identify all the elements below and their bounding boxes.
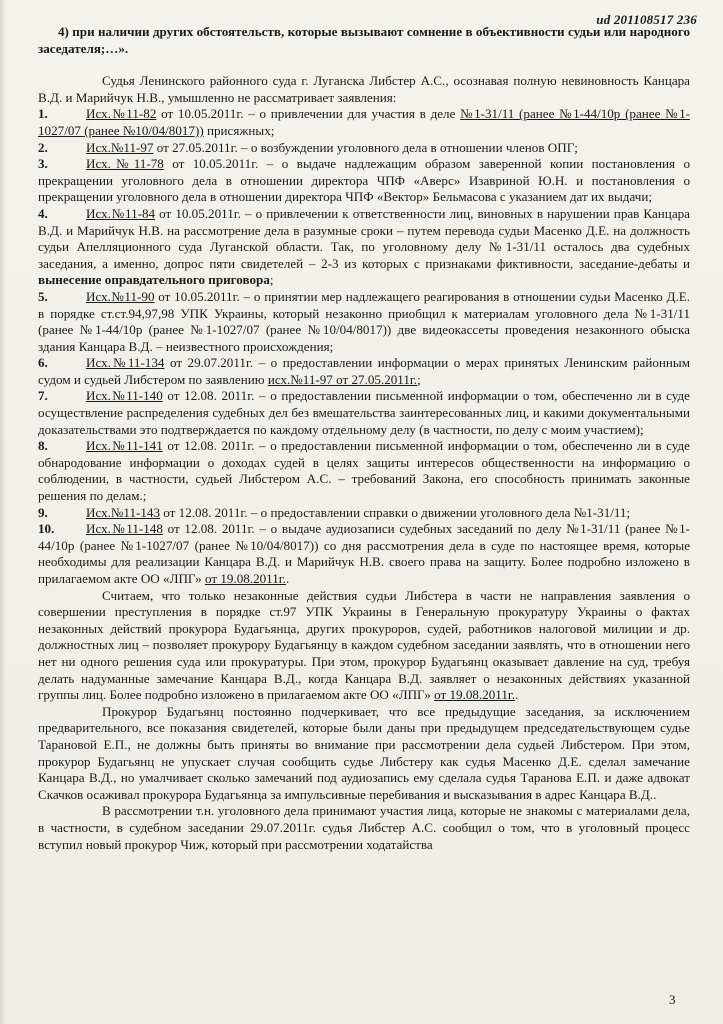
statement-number: 9.	[38, 504, 48, 520]
statement-number: 6.	[38, 355, 48, 371]
paragraph-consider: Считаем, что только незаконные действия судьи Либстера в части не направления заявления о совершении преступления в порядке ст.97 УПК Украины в Генеральную прокуратуру Украины о фактах незаконных действий прокурора Будагьянца, других прокуроров, судей, работников налоговой милиции и др. должностных лиц – позволяет прокурору Будагьянцу в каждом судебном заседании заявлять, что в отношении него нет ни одного решения суда или прокуратуры. При этом, прокурор Будагьянц оказывает давление на суд, требуя делать надуманные замечание Канцара В.Д., когда Канцара В.Д. заявляет о незаконных действиях указанной группы лиц. Более подробно изложено в прилагаемом акте ОО «ЛПГ» от 19.08.2011г..	[38, 587, 690, 703]
statement-item	[38, 388, 690, 438]
statement-ref: Исх.№11-82	[86, 106, 157, 122]
statement-text: от 12.08. 2011г. – о предоставлении письменной информации о том, обеспеченно ли в суде обнародование информации о доходах судей в целях защиты интересов общественности на информацию о соблюдении, в частности, судьей Либстером А.С. – требований Закона, его способность принимать законные решения по делам.;	[38, 438, 690, 504]
statement-ref: Исх.№11-78	[86, 156, 164, 172]
statement-ref: Исх.№11-84	[86, 205, 156, 221]
statement-item	[38, 505, 690, 522]
statement-text-end: ;	[417, 371, 421, 387]
statement-number: 2.	[38, 139, 48, 155]
statement-text-end: присяжных;	[203, 122, 275, 138]
statement-number: 4.	[38, 205, 48, 221]
statement-text: от 10.05.2011г. – о выдаче надлежащим образом заверенной копии постановления о прекращении уголовного дела в отношении директора ЧПФ «Аверс» Изавриной Ю.Н. и постановления о прекращении уголовного дела в отношении директора ЧПФ «Вектор» Бельмасова с указанием дат их выдачи;	[38, 156, 690, 205]
statement-ref: Исх.№11-97	[86, 139, 154, 155]
statement-ref: Исх.№11-134	[86, 355, 165, 371]
statement-ref: Исх.№11-148	[86, 521, 163, 537]
statement-item	[38, 289, 690, 355]
statement-text: от 12.08. 2011г. – о предоставлении справки о движении уголовного дела №1-31/11;	[160, 504, 631, 520]
intro-paragraph: 4) при наличии других обстоятельств, которые вызывают сомнение в объективности судьи или народного заседателя;…».	[38, 24, 690, 56]
statement-item	[38, 355, 690, 388]
statement-number: 8.	[38, 438, 48, 454]
statement-item	[38, 106, 690, 139]
statement-ref: Исх.№11-140	[86, 388, 163, 404]
statement-text-end: .	[285, 571, 290, 586]
statement-ref: Исх.№11-143	[86, 504, 161, 520]
paragraph-judge: Судья Ленинского районного суда г. Луганска Либстер А.С., осознавая полную невиновность Канцара В.Д. и Марийчук Н.В., умышленно не рассматривает заявления:	[38, 73, 690, 105]
statement-number: 3.	[38, 156, 48, 172]
statement-ref: Исх.№11-141	[86, 438, 163, 454]
statement-number: 10.	[38, 521, 55, 537]
statement-text: от 10.05.2011г. – о принятии мер надлежащего реагирования в отношении судьи Масенко Д.Е. в порядке ст.ст.94,97,98 УПК Украины, который незаконно приобщил к материалам уголовного дела №1-31/11 (ранее №1-44/10р (ранее №1-1027/07 (ранее №10/04/8017)) две видеокассеты проведения незаконного обыска здания Канцара В.Д. – неизвестного происхождения;	[38, 288, 690, 354]
statement-bold: вынесение оправдательного приговора	[38, 272, 270, 288]
statement-number: 5.	[38, 288, 48, 304]
statement-text: от 27.05.2011г. – о возбуждении уголовного дела в отношении членов ОПГ;	[153, 139, 578, 155]
statement-number: 1.	[38, 106, 48, 122]
statement-text: от 10.05.2011г. – о привлечении для участия в деле	[156, 106, 461, 122]
statement-number: 7.	[38, 388, 48, 404]
statement-ref: Исх.№11-90	[86, 288, 155, 304]
document-body	[38, 24, 690, 853]
statement-link: от 19.08.2011г.	[204, 571, 286, 586]
paragraph-consider-text: Считаем, что только незаконные действия судьи Либстера в части не направления заявления о совершении преступления в порядке ст.97 УПК Украины в Генеральную прокуратуру Украины о фактах незаконных действий прокурора Будагьянца, других прокуроров, судей, работников налоговой милиции и др. должностных лиц – позволяет прокурору Будагьянцу в каждом судебном заседании заявлять, что в отношении него нет ни одного решения суда или прокуратуры. При этом, прокурор Будагьянц оказывает давление на суд, требуя делать надуманные замечание Канцара В.Д., когда Канцара В.Д. заявляет о незаконных действиях указанной группы лиц. Более подробно изложено в прилагаемом акте ОО «ЛПГ»	[38, 587, 690, 703]
statement-item	[38, 140, 690, 157]
statement-link: №1-31/11 (ранее №1-44/10р (ранее №1-1027/07 (ранее №10/04/8017))	[38, 106, 690, 138]
statement-link: исх.№11-97 от 27.05.2011г.	[267, 371, 418, 387]
act-date-link: от 19.08.2011г.	[434, 687, 516, 703]
statement-item	[38, 521, 690, 587]
statement-text-end: ;	[269, 272, 274, 288]
statement-text: от 10.05.2011г. – о привлечении к ответственности лиц, виновных в нарушении прав Канцара В.Д. и Марийчук Н.В. на рассмотрение дела в разумные сроки – путем перевода судьи Масенко Д.Е. на должность судьи Апелляционного суда Луганской области. Так, по уголовному делу №1-31/11 осталось два судебных заседания, а именно, допрос пяти свидетелей – 2-3 из которых с признаками фиктивности, заседание-дебаты и	[38, 205, 690, 271]
statement-text: от 29.07.2011г. – о предоставлении информации о мерах принятых Ленинским районным судом и судьей Либстером по заявлению	[38, 355, 690, 387]
statement-list	[38, 106, 690, 587]
statement-item	[38, 156, 690, 206]
paragraph-participants: В рассмотрении т.н. уголовного дела принимают участия лица, которые не знакомы с материалами дела, в частности, в судебном заседании 29.07.2011г. судья Либстер А.С. сообщил о том, что в уголовный процесс вступил новый прокурор Чиж, который при рассмотрении ходатайства	[38, 803, 690, 852]
scan-edge-shadow	[0, 0, 6, 1024]
statement-item	[38, 206, 690, 289]
document-stamp: ud 201108517 236	[596, 12, 697, 27]
page-number: 3	[669, 992, 676, 1007]
paragraph-prosecutor: Прокурор Будагьянц постоянно подчеркивает, что все предыдущие заседания, за исключением предварительного, все показания свидетелей, которые были даны при предыдущем председательствующем судье Тарановой Е.П., не должны быть приняты во внимание при рассмотрении дела судьей Либстером. При этом, прокурор Будагьянц не упускает случая сообщить судье Либстеру как судья Масенко Д.Е. сделал замечание Канцара В.Д., но умалчивает сколько замечаний под аудиозапись ему сделала судья Таранова Е.П. и даже адвокат Скачков осаживал прокурора Будагьянца за импульсивные перебивания и высказывания в адрес Канцара В.Д..	[38, 703, 690, 802]
statement-text: от 12.08. 2011г. – о выдаче аудиозаписи судебных заседаний по делу №1-31/11 (ранее №1-44/10р (ранее №1-1027/07 (ранее №10/04/8017)) со дня рассмотрения дела в суде по настоящее время, которые необходимы для реализации Канцара В.Д. и Марийчук Н.В. своего права на защиту. Более подробно изложено в прилагаемом акте ОО «ЛПГ»	[38, 521, 690, 586]
statement-item	[38, 438, 690, 504]
statement-text: от 12.08. 2011г. – о предоставлении письменной информации о том, обеспеченно ли в суде осуществление распределения судебных дел без вмешательства заинтересованных лиц, и какими документальными доказательствами это подтверждается по каждому отдельному делу (в частности, по делу с моим участием);	[38, 388, 690, 437]
